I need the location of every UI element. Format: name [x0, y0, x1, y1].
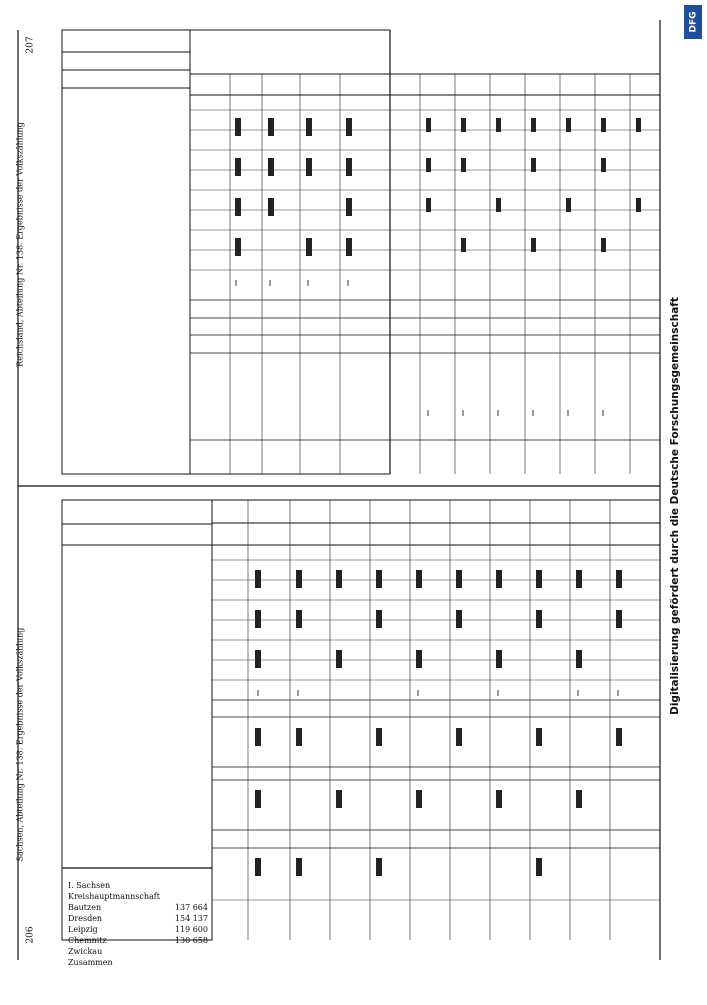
left-table-row-value: 119 600 [174, 925, 208, 934]
dfg-logo: DFG [684, 5, 702, 39]
page-frame [18, 20, 660, 960]
dfg-sidebar [680, 0, 707, 1000]
left-table-labels [68, 880, 208, 968]
left-table-row-value: 154 137 [174, 914, 208, 923]
right-table-grid [62, 30, 660, 474]
right-header: Reichsland, Abteilung Nr. 138. Ergebnisse der Volkszählung [15, 122, 25, 367]
right-page-number: 207 [25, 36, 36, 54]
left-table-row-label: Zusammen [68, 958, 113, 967]
left-table-row-label: Chemnitz 130 658 [68, 936, 208, 945]
printed-figures [235, 118, 641, 876]
left-table-row-label: Zwickau [68, 947, 103, 956]
row-rules [190, 110, 660, 900]
left-page-number: 206 [25, 926, 36, 944]
left-table-row-label: Dresden 154 137 [68, 914, 208, 923]
left-table-row-label: Bautzen 137 664 [68, 903, 208, 912]
left-table-row-value: 130 658 [174, 936, 208, 945]
left-table-row-label: Leipzig 119 600 [68, 925, 208, 934]
empty-cell-dashes [236, 280, 618, 696]
digitization-notice: Digitalisierung gefördert durch die Deutsche Forschungsgemeinschaft [669, 297, 681, 715]
left-table-row-label: I. Sachsen [68, 881, 111, 890]
left-header: Sachsen, Abteilung Nr. 138. Ergebnisse der Volkszählung [15, 627, 25, 862]
left-table-row-value: 137 664 [174, 903, 208, 912]
left-table-row-label: Kreishauptmannschaft [68, 892, 160, 901]
